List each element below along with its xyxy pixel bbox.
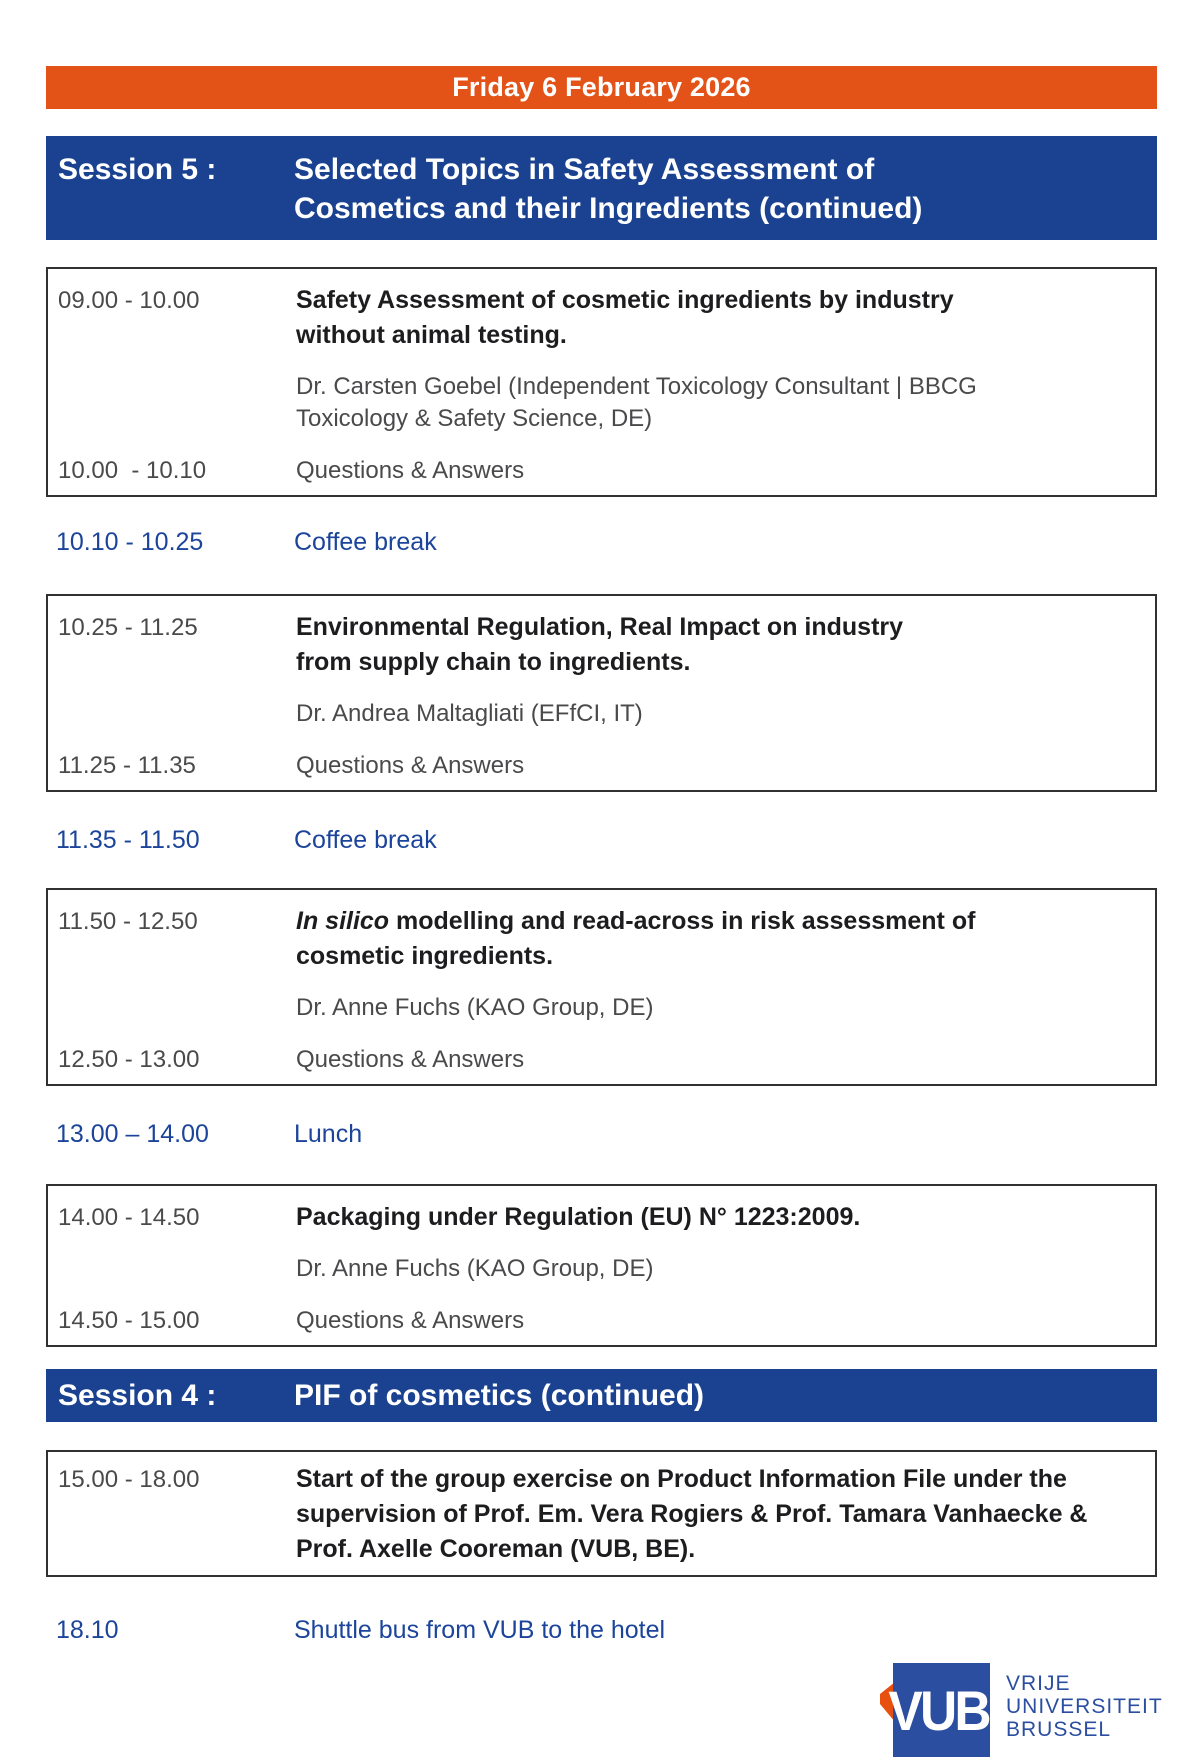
session5-label: Session 5 : — [58, 153, 217, 186]
talk4-qa-time: 14.50 - 15.00 — [58, 1307, 200, 1334]
coffee-break-2 — [56, 826, 1157, 854]
coffee-break-2-time: 11.35 - 11.50 — [56, 826, 200, 854]
exercise-title-line1: Start of the group exercise on Product Information File under the — [296, 1465, 1067, 1493]
lunch-label: Lunch — [294, 1120, 363, 1148]
lunch-row — [56, 1120, 1157, 1148]
coffee-break-1-time: 10.10 - 10.25 — [56, 528, 204, 556]
vub-wordmark-line1: VRIJE — [1006, 1672, 1071, 1695]
exercise-time: 15.00 - 18.00 — [58, 1466, 200, 1493]
talk4-speaker: Dr. Anne Fuchs (KAO Group, DE) — [296, 1255, 654, 1282]
coffee-break-2-label: Coffee break — [294, 826, 437, 854]
schedule-table-5 — [46, 1450, 1157, 1577]
talk2-qa-label: Questions & Answers — [296, 752, 525, 779]
exercise-row — [58, 1462, 1155, 1567]
talk3-qa-row — [58, 1046, 1155, 1074]
talk4-content — [296, 1200, 1155, 1285]
talk1-row — [58, 283, 1155, 435]
talk1-title — [296, 283, 1155, 353]
exercise-title-line3: Prof. Axelle Cooreman (VUB, BE). — [296, 1535, 696, 1563]
talk3-title-italic: In silico — [296, 907, 390, 935]
talk3-title-line1 — [296, 904, 1155, 939]
schedule-table-4 — [46, 1184, 1157, 1347]
talk4-qa-label: Questions & Answers — [296, 1307, 525, 1334]
talk2-content — [296, 610, 1155, 730]
talk3-qa-time: 12.50 - 13.00 — [58, 1046, 200, 1073]
talk4-title: Packaging under Regulation (EU) N° 1223:2009. — [296, 1203, 861, 1231]
date-banner-text: Friday 6 February 2026 — [452, 72, 751, 102]
talk2-qa-row — [58, 752, 1155, 780]
exercise-title — [296, 1462, 1155, 1567]
vub-logo-wordmark — [1006, 1672, 1163, 1741]
talk1-title-line2: without animal testing. — [296, 321, 567, 349]
session5-title — [294, 150, 1157, 240]
schedule-table-2 — [46, 594, 1157, 792]
vub-wordmark-line3: BRUSSEL — [1006, 1718, 1112, 1741]
talk1-speaker-line1: Dr. Carsten Goebel (Independent Toxicology Consultant | BBCG — [296, 373, 977, 400]
session4-title: PIF of cosmetics (continued) — [294, 1379, 705, 1412]
talk2-title-line1: Environmental Regulation, Real Impact on industry — [296, 613, 904, 641]
vub-logo-square — [888, 1663, 990, 1757]
lunch-time: 13.00 – 14.00 — [56, 1120, 209, 1148]
talk4-time: 14.00 - 14.50 — [58, 1204, 200, 1231]
session5-header — [46, 136, 1157, 240]
date-banner — [46, 66, 1157, 109]
vub-wordmark-line2: UNIVERSITEIT — [1006, 1695, 1163, 1718]
talk2-title — [296, 610, 1155, 680]
schedule-table-3 — [46, 888, 1157, 1086]
shuttle-label: Shuttle bus from VUB to the hotel — [294, 1616, 666, 1644]
coffee-break-1-label: Coffee break — [294, 528, 437, 556]
shuttle-row — [56, 1616, 1157, 1644]
session5-title-line2: Cosmetics and their Ingredients (continued) — [294, 192, 923, 225]
talk3-title-line1-rest: modelling and read-across in risk assessment of — [389, 907, 976, 935]
talk3-speaker: Dr. Anne Fuchs (KAO Group, DE) — [296, 994, 654, 1021]
talk2-row — [58, 610, 1155, 730]
talk3-title-line2: cosmetic ingredients. — [296, 942, 554, 970]
talk4-row — [58, 1200, 1155, 1285]
talk2-speaker: Dr. Andrea Maltagliati (EFfCI, IT) — [296, 700, 643, 727]
exercise-title-line2: supervision of Prof. Em. Vera Rogiers & Prof. Tamara Vanhaecke & — [296, 1500, 1088, 1528]
schedule-table-1 — [46, 267, 1157, 497]
shuttle-time: 18.10 — [56, 1616, 119, 1644]
coffee-break-1 — [56, 528, 1157, 556]
vub-logo-acronym: VUB — [888, 1678, 989, 1742]
talk3-time: 11.50 - 12.50 — [58, 908, 198, 935]
talk1-qa-row — [58, 457, 1155, 485]
talk1-qa-label: Questions & Answers — [296, 457, 525, 484]
talk2-title-line2: from supply chain to ingredients. — [296, 648, 691, 676]
talk3-content — [296, 904, 1155, 1024]
session4-label: Session 4 : — [58, 1379, 217, 1412]
talk3-qa-label: Questions & Answers — [296, 1046, 525, 1073]
session4-header — [46, 1369, 1157, 1422]
talk2-time: 10.25 - 11.25 — [58, 614, 198, 641]
talk4-qa-row — [58, 1307, 1155, 1335]
talk1-time: 09.00 - 10.00 — [58, 287, 200, 314]
session5-title-line1: Selected Topics in Safety Assessment of — [294, 153, 875, 186]
talk1-speaker-line2: Toxicology & Safety Science, DE) — [296, 405, 653, 432]
talk3-row — [58, 904, 1155, 1024]
talk1-content — [296, 283, 1155, 435]
talk1-qa-time: 10.00 - 10.10 — [58, 457, 207, 484]
talk1-speaker — [296, 371, 1155, 435]
talk1-title-line1: Safety Assessment of cosmetic ingredients by industry — [296, 286, 954, 314]
vub-logo — [880, 1663, 1185, 1758]
talk2-qa-time: 11.25 - 11.35 — [58, 752, 196, 779]
talk3-title — [296, 904, 1155, 974]
